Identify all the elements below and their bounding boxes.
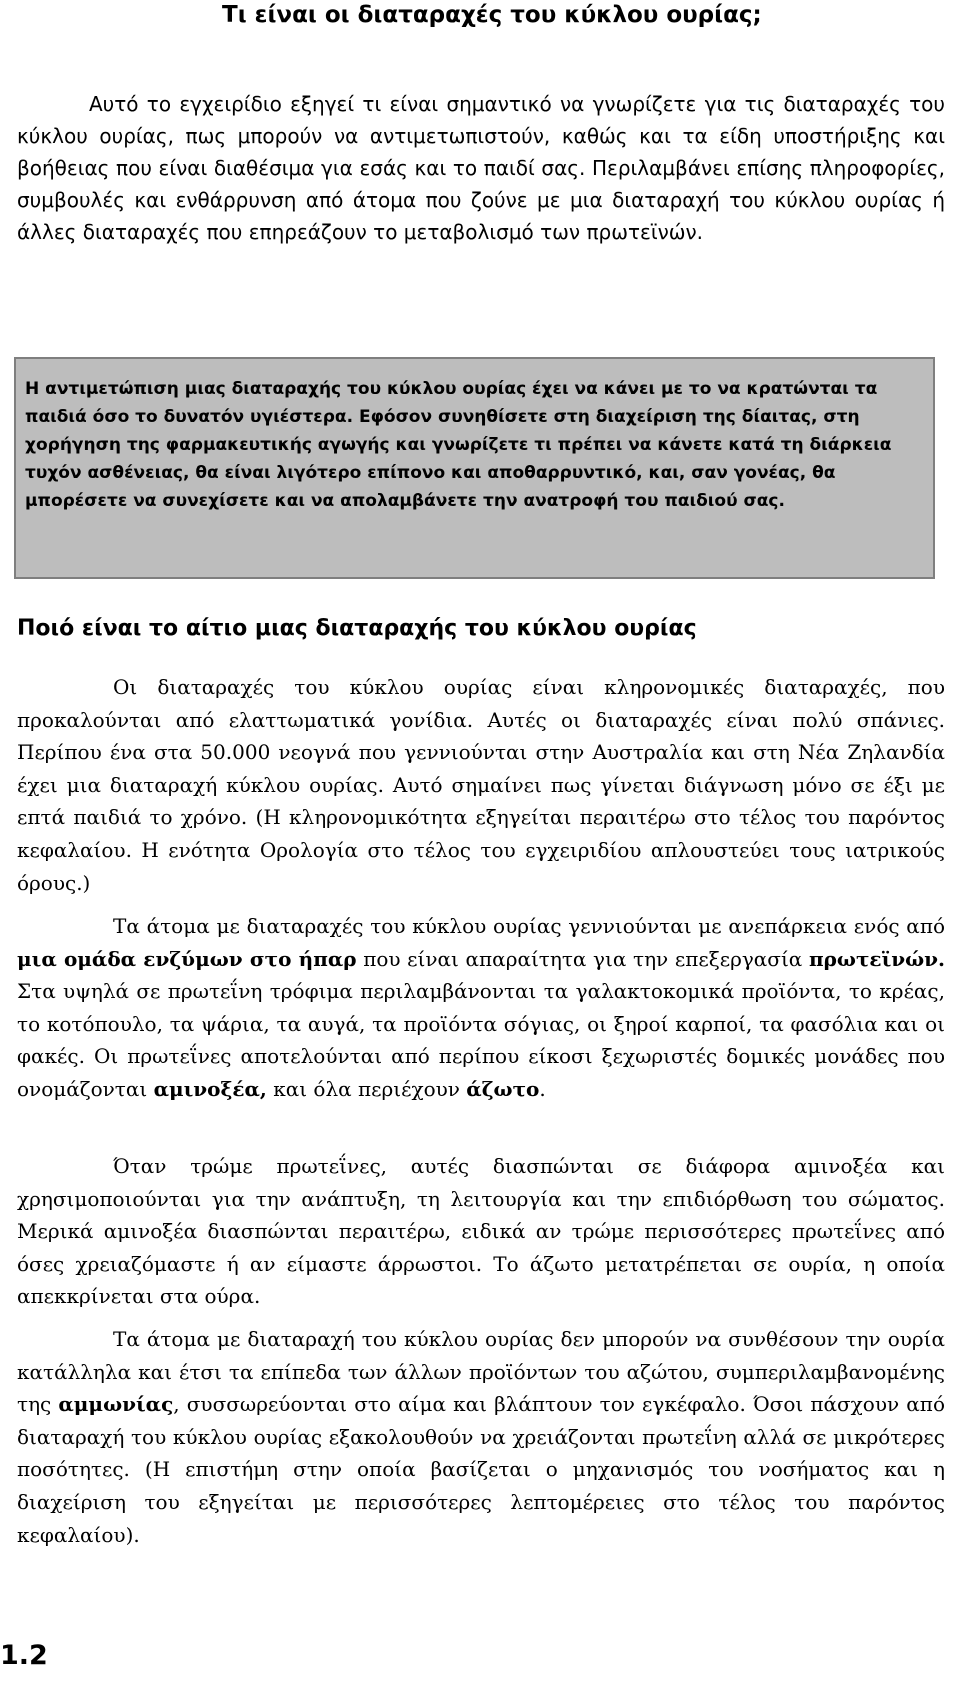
emphasis-amino-acids: αμινοξέα,: [153, 1076, 267, 1101]
body-paragraph-2: [17, 910, 945, 1106]
body-section-1: [17, 671, 945, 899]
info-box: [14, 357, 935, 579]
emphasis-enzymes: μια ομάδα ενζύμων στο ήπαρ: [17, 946, 357, 971]
body-section-2: [17, 910, 945, 1106]
body-paragraph-1: Οι διαταραχές του κύκλου ουρίας είναι κληρονομικές διαταραχές, που προκαλούνται από ελαττωματικά γονίδια. Αυτές οι διαταραχές είναι πολύ σπάνιες. Περίπου ένα στα 50.000 νεογνά που γεννιούνται στην Αυστραλία και στη Νέα Ζηλανδία έχει μια διαταραχή κύκλου ουρίας. Αυτό σημαίνει πως γίνεται διάγνωση μόνο σε έξι με επτά παιδιά το χρόνο. (Η κληρονομικότητα εξηγείται περαιτέρω στο τέλος του παρόντος κεφαλαίου. Η ενότητα Ορολογία στο τέλος του εγχειριδίου απλουστεύει τους ιατρικούς όρους.): [17, 675, 945, 895]
body-paragraph-3: Όταν τρώμε πρωτεΐνες, αυτές διασπώνται σε διάφορα αμινοξέα και χρησιμοποιούνται για την ανάπτυξη, τη λειτουργία και την επιδιόρθωση του σώματος. Μερικά αμινοξέα διασπώνται περαιτέρω, ειδικά αν τρώμε περισσότερες πρωτεΐνες από όσες χρειαζόμαστε ή αν είμαστε άρρωστοι. Το άζωτο μετατρέπεται σε ουρία, η οποία απεκκρίνεται στα ούρα.: [17, 1154, 945, 1309]
text-run: Τα άτομα με διαταραχή του κύκλου ουρίας δεν μπορούν να συνθέσουν την ουρία κατάλληλα και έτσι τα επίπεδα των άλλων προϊόντων του αζώτου, συμπεριλαμβανομένης της: [17, 1327, 945, 1417]
info-box-text: Η αντιμετώπιση μιας διαταραχής του κύκλου ουρίας έχει να κάνει με το να κρατώνται τα παιδιά όσο το δυνατόν υγιέστερα. Εφόσον συνηθίσετε στη διαχείριση της δίαιτας, στη χορήγηση της φαρμακευτικής αγωγής και γνωρίζετε τι πρέπει να κάνετε κατά τη διάρκεια τυχόν ασθένειας, θα είναι λιγότερο επίπονο και αποθαρρυντικό, και, σαν γονέας, θα μπορέσετε να συνεχίσετε και να απολαμβάνετε την ανατροφή του παιδιού σας.: [25, 379, 892, 511]
body-section-3: [17, 1150, 945, 1313]
text-run: Τα άτομα με διαταραχές του κύκλου ουρίας γεννιούνται με ανεπάρκεια ενός από: [113, 914, 945, 938]
emphasis-ammonia: αμμωνίας: [58, 1392, 174, 1417]
section-heading: Ποιό είναι το αίτιο μιας διαταραχής του κύκλου ουρίας: [17, 616, 697, 641]
text-run: που είναι απαραίτητα για την επεξεργασία: [356, 946, 809, 971]
intro-section: [17, 88, 945, 248]
body-paragraph-4: [17, 1323, 945, 1551]
page-title: Τι είναι οι διαταραχές του κύκλου ουρίας;: [222, 2, 762, 28]
emphasis-proteins: πρωτεϊνών.: [808, 946, 946, 971]
text-run: , συσσωρεύονται στο αίμα και βλάπτουν τον εγκέφαλο. Όσοι πάσχουν από διαταραχή του κύκλου ουρίας εξακολουθούν να χρειάζονται πρωτεΐνη αλλά σε μικρότερες ποσότητες. (Η επιστήμη στην οποία βασίζεται ο μηχανισμός του νοσήματος και η διαχείριση του εξηγείται με περισσότερες λεπτομέρειες στο τέλος του παρόντος κεφαλαίου).: [17, 1392, 945, 1547]
body-section-4: [17, 1323, 945, 1551]
text-run: .: [539, 1076, 546, 1101]
intro-paragraph: Αυτό το εγχειρίδιο εξηγεί τι είναι σημαντικό να γνωρίζετε για τις διαταραχές του κύκλου ουρίας, πως μπορούν να αντιμετωπιστούν, καθώς και τα είδη υποστήριξης και βοήθειας που είναι διαθέσιμα για εσάς και το παιδί σας. Περιλαμβάνει επίσης πληροφορίες, συμβουλές και ενθάρρυνση από άτομα που ζούνε με μια διαταραχή του κύκλου ουρίας ή άλλες διαταραχές που επηρεάζουν το μεταβολισμό των πρωτεϊνών.: [17, 92, 945, 244]
emphasis-nitrogen: άζωτο: [466, 1076, 540, 1101]
text-run: και όλα περιέχουν: [266, 1076, 467, 1101]
text-run: Στα υψηλά σε πρωτεΐνη τρόφιμα περιλαμβάνονται τα γαλακτοκομικά προϊόντα, το κρέας, το κοτόπουλο, τα ψάρια, τα αυγά, τα προϊόντα σόγιας, οι ξηροί καρποί, τα φασόλια και οι φακές. Οι πρωτεΐνες αποτελούνται από περίπου είκοσι ξεχωριστές δομικές μονάδες που ονομάζονται: [17, 979, 945, 1101]
section-number: 1.2: [0, 1640, 48, 1671]
